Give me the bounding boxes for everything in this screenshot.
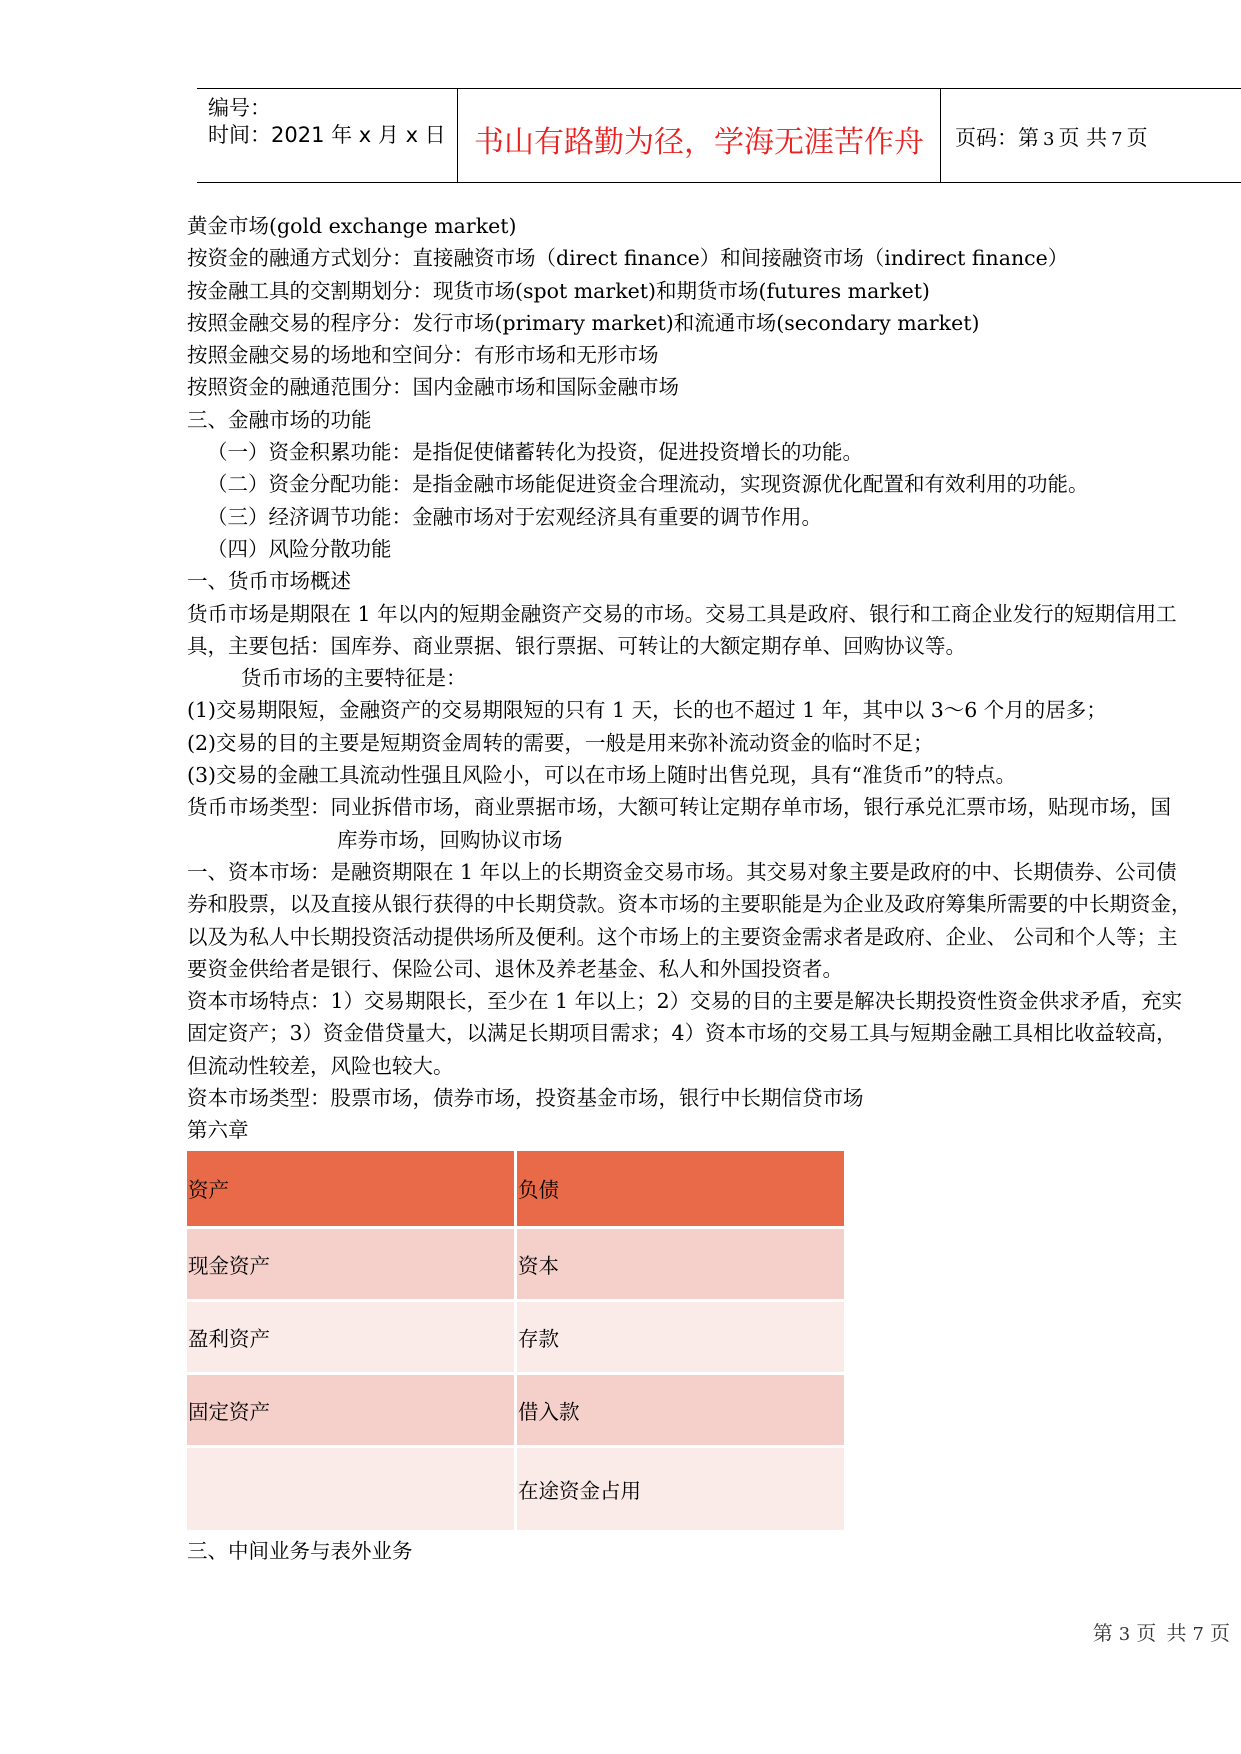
page-prefix: 页码：第 <box>955 126 1039 150</box>
text-line: （一）资金积累功能：是指促使储蓄转化为投资，促进投资增长的功能。 <box>207 440 863 465</box>
motto: 书山有路勤为径，学海无涯苦作舟 <box>474 125 924 160</box>
table-cell: 借入款 <box>516 1373 846 1446</box>
text-line: （三）经济调节功能：金融市场对于宏观经济具有重要的调节作用。 <box>207 504 822 529</box>
text-line: 黄金市场(gold exchange market) <box>187 214 517 238</box>
text-line: 按照金融交易的程序分：发行市场(primary market)和流通市场(secondary market) <box>187 310 980 335</box>
page-mid: 页 共 <box>1058 126 1108 150</box>
text-line: 但流动性较差，风险也较大。 <box>187 1053 454 1078</box>
table-cell: 存款 <box>516 1300 846 1373</box>
text-line: 货币市场的主要特征是： <box>241 666 467 691</box>
text-line: 按照资金的融通范围分：国内金融市场和国际金融市场 <box>187 375 679 400</box>
footer-total: 7 <box>1192 1624 1206 1645</box>
text-line: 按资金的融通方式划分：直接融资市场（direct finance）和间接融资市场（indirect finance） <box>187 246 1069 271</box>
table-cell: 在途资金占用 <box>516 1446 846 1531</box>
table-row <box>187 1300 846 1373</box>
text-line: 资本市场类型：股票市场，债券市场，投资基金市场，银行中长期信贷市场 <box>187 1086 864 1111</box>
footer-prefix: 第 <box>1092 1621 1115 1645</box>
table-row <box>187 1373 846 1446</box>
section-heading: 一、货币市场概述 <box>187 569 351 594</box>
footer-current: 3 <box>1118 1624 1133 1645</box>
chapter-heading: 第六章 <box>187 1118 249 1143</box>
text-line: (2)交易的目的主要是短期资金周转的需要，一般是用来弥补流动资金的临时不足； <box>187 730 934 755</box>
table-cell: 现金资产 <box>187 1227 516 1300</box>
table-row <box>187 1446 846 1531</box>
text-line: 资本市场特点：1）交易期限长，至少在 1 年以上；2）交易的目的主要是解决长期投资性资金供求矛盾，充实 <box>187 989 1183 1014</box>
section-heading: 三、金融市场的功能 <box>187 407 372 432</box>
table-cell: 资本 <box>516 1227 846 1300</box>
header-page-cell <box>941 89 1241 182</box>
number-label: 编号： <box>208 96 271 120</box>
header-motto-cell <box>457 89 941 182</box>
text-line: 货币市场类型：同业拆借市场，商业票据市场，大额可转让定期存单市场，银行承兑汇票市场，贴现市场，国 <box>187 795 1171 820</box>
page-current: 3 <box>1043 129 1055 150</box>
text-line: （四）风险分散功能 <box>207 536 392 561</box>
text-line: (1)交易期限短，金融资产的交易期限短的只有 1 天，长的也不超过 1 年，其中以 3～6 个月的居多； <box>187 698 1107 723</box>
balance-sheet-table <box>187 1151 847 1533</box>
section-heading: 三、中间业务与表外业务 <box>187 1538 413 1563</box>
header-page-number <box>955 122 1148 152</box>
table-row <box>187 1227 846 1300</box>
document-body <box>187 210 1232 1567</box>
table-header-cell: 负债 <box>516 1151 846 1228</box>
page-total: 7 <box>1111 129 1123 150</box>
text-line: 具，主要包括：国库券、商业票据、银行票据、可转让的大额定期存单、回购协议等。 <box>187 633 966 658</box>
table-header-cell: 资产 <box>187 1151 516 1228</box>
table-cell: 固定资产 <box>187 1373 516 1446</box>
text-line: 要资金供给者是银行、保险公司、退休及养老基金、私人和外国投资者。 <box>187 956 843 981</box>
text-line: 货币市场是期限在 1 年以内的短期金融资产交易的市场。交易工具是政府、银行和工商企业发行的短期信用工 <box>187 601 1177 626</box>
table-cell: 盈利资产 <box>187 1300 516 1373</box>
table-header-row <box>187 1151 846 1228</box>
page-header <box>197 88 1241 183</box>
text-line: 按金融工具的交割期划分：现货市场(spot market)和期货市场(futures market) <box>187 278 930 303</box>
page-suffix: 页 <box>1126 126 1148 150</box>
text-line: (3)交易的金融工具流动性强且风险小，可以在市场上随时出售兑现，具有“准货币”的特点。 <box>187 763 1016 788</box>
text-line: 以及为私人中长期投资活动提供场所及便利。这个市场上的主要资金需求者是政府、企业、 公司和个人等；主 <box>187 924 1178 949</box>
time-label: 时间：2021 年 x 月 x 日 <box>208 123 446 147</box>
footer-suffix: 页 <box>1210 1621 1232 1645</box>
text-line: 一、资本市场：是融资期限在 1 年以上的长期资金交易市场。其交易对象主要是政府的中、长期债券、公司债 <box>187 859 1177 884</box>
table-cell <box>187 1446 516 1531</box>
header-info-cell <box>197 89 457 182</box>
text-line: 库券市场，回购协议市场 <box>337 827 563 852</box>
text-line: （二）资金分配功能：是指金融市场能促进资金合理流动，实现资源优化配置和有效利用的功能。 <box>207 472 1089 497</box>
footer-mid: 页 共 <box>1136 1621 1189 1645</box>
page-footer <box>1093 1617 1232 1646</box>
text-line: 券和股票，以及直接从银行获得的中长期贷款。资本市场的主要职能是为企业及政府筹集所需要的中长期资金， <box>187 892 1192 917</box>
text-line: 固定资产；3）资金借贷量大，以满足长期项目需求；4）资本市场的交易工具与短期金融工具相比收益较高， <box>187 1021 1177 1046</box>
text-line: 按照金融交易的场地和空间分：有形市场和无形市场 <box>187 343 659 368</box>
